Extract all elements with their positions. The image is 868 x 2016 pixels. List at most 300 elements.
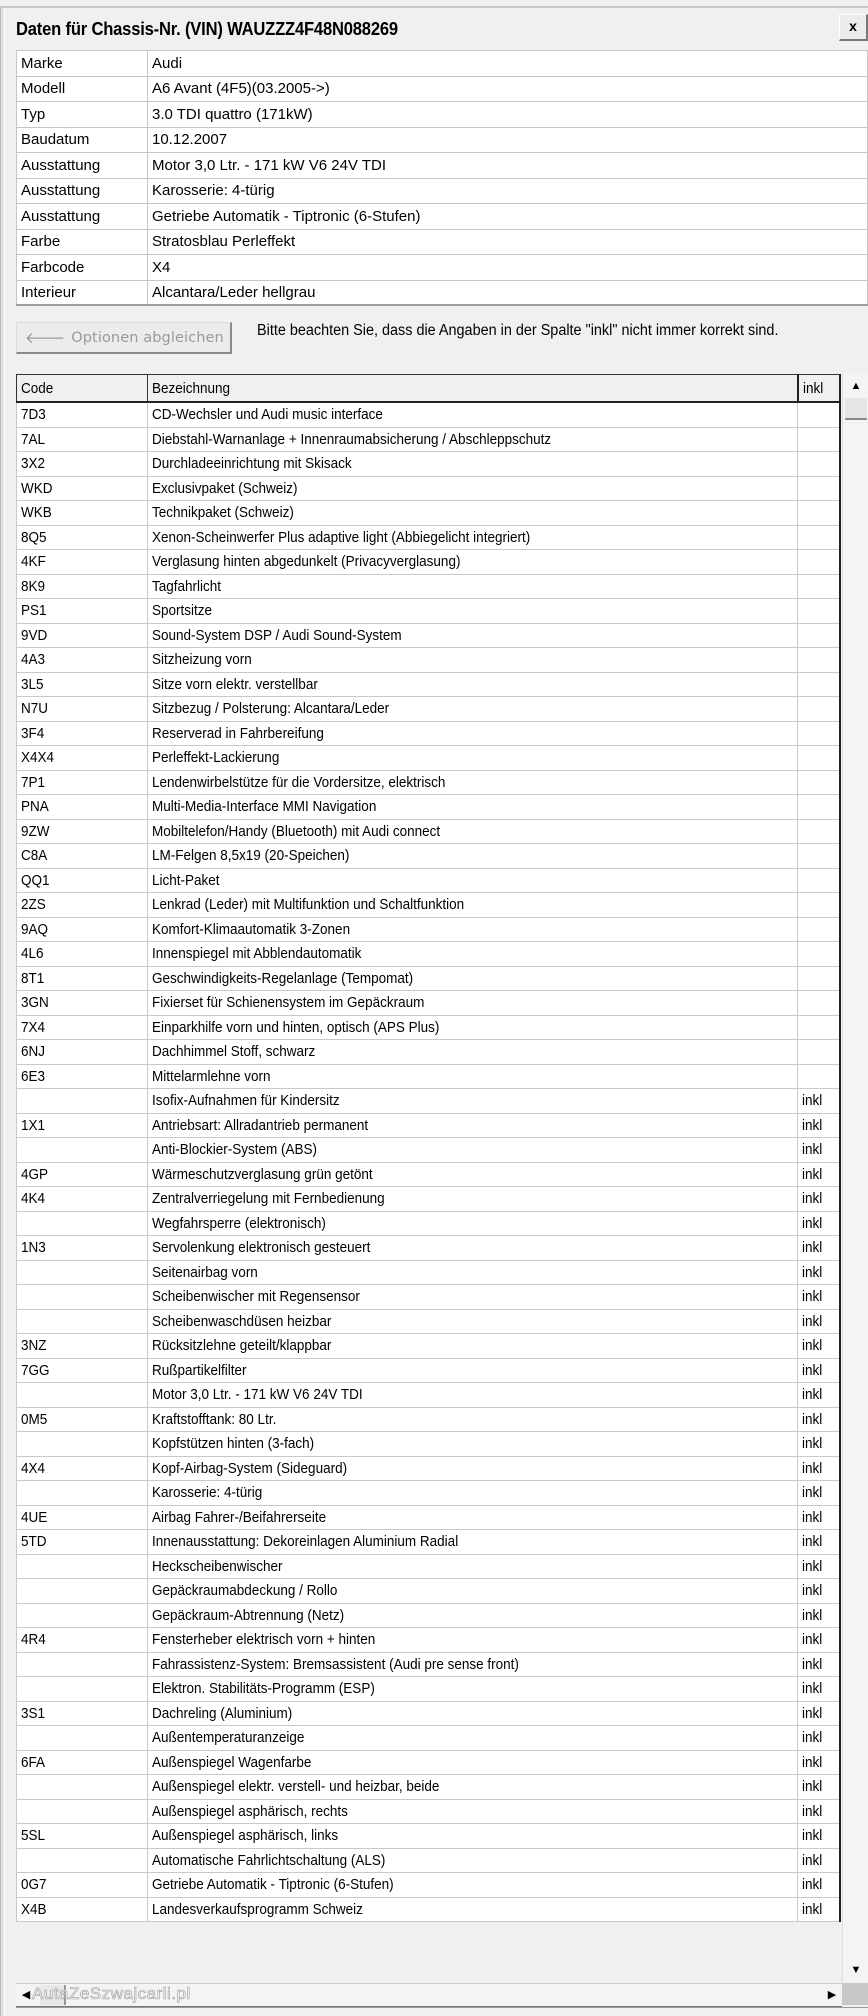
option-inkl-flag-text: inkl (802, 1655, 823, 1673)
vehicle-info-row (17, 229, 868, 255)
option-code-text: 6NJ (21, 1043, 46, 1061)
option-row[interactable] (17, 599, 841, 624)
option-description-text: Airbag Fahrer-/Beifahrerseite (152, 1508, 327, 1526)
window-frame-left (0, 8, 5, 2016)
scroll-up-button[interactable] (845, 376, 867, 396)
inkl-disclaimer-note: Bitte beachten Sie, dass die Angaben in der Spalte "inkl" nicht immer korrekt sind. (257, 322, 779, 339)
option-inkl-flag-text: inkl (802, 1851, 823, 1869)
option-code-text: 5SL (21, 1827, 46, 1845)
vehicle-info-value: Audi (148, 51, 868, 77)
option-inkl-flag (798, 525, 840, 550)
option-description (148, 1334, 798, 1359)
option-row[interactable] (17, 476, 841, 501)
option-row[interactable] (17, 1089, 841, 1114)
option-code-text: 8Q5 (21, 528, 47, 546)
option-row[interactable] (17, 1334, 841, 1359)
option-description (148, 966, 798, 991)
option-inkl-flag (798, 721, 840, 746)
option-row[interactable] (17, 1113, 841, 1138)
option-row[interactable] (17, 1505, 841, 1530)
option-inkl-flag-text: inkl (802, 1361, 823, 1379)
option-code-text: 4K4 (21, 1190, 46, 1208)
option-inkl-flag-text: inkl (802, 1092, 823, 1110)
option-description-text: Perleffekt-Lackierung (152, 749, 280, 767)
option-code (17, 1628, 148, 1653)
option-code-text: 7X4 (21, 1018, 46, 1036)
option-description-text: Antriebsart: Allradantrieb permanent (152, 1116, 369, 1134)
option-inkl-flag (798, 550, 840, 575)
option-inkl-flag (798, 1236, 840, 1261)
option-row[interactable] (17, 1848, 841, 1873)
vehicle-info-value: X4 (148, 255, 868, 281)
column-header-inkl[interactable]: inkl (798, 375, 840, 403)
option-description-text: Tagfahrlicht (152, 577, 222, 595)
option-description-text: Sitze vorn elektr. verstellbar (152, 675, 318, 693)
option-inkl-flag (798, 1089, 840, 1114)
option-row[interactable] (17, 427, 841, 452)
option-row[interactable] (17, 1211, 841, 1236)
option-row[interactable] (17, 1456, 841, 1481)
option-code (17, 648, 148, 673)
option-code-text: 7D3 (21, 406, 46, 424)
option-inkl-flag-text: inkl (802, 1410, 823, 1428)
option-inkl-flag-text: inkl (802, 1263, 823, 1281)
option-row[interactable] (17, 550, 841, 575)
option-code (17, 476, 148, 501)
option-description-text: Fixierset für Schienensystem im Gepäckraum (152, 994, 425, 1012)
column-header-code[interactable]: Code (17, 375, 148, 403)
option-inkl-flag-text: inkl (802, 1876, 823, 1894)
option-code (17, 623, 148, 648)
option-code (17, 1089, 148, 1114)
option-inkl-flag-text: inkl (802, 1778, 823, 1796)
option-inkl-flag (798, 942, 840, 967)
option-description (148, 1260, 798, 1285)
vehicle-info-row (17, 51, 868, 77)
option-row[interactable] (17, 1187, 841, 1212)
option-description (148, 1750, 798, 1775)
option-description-text: Rücksitzlehne geteilt/klappbar (152, 1337, 332, 1355)
option-code-text: N7U (21, 700, 49, 718)
option-code-text: 3NZ (21, 1337, 47, 1355)
option-code (17, 1285, 148, 1310)
option-inkl-flag (798, 1775, 840, 1800)
option-code-text: C8A (21, 847, 48, 865)
option-description-text: Automatische Fahrlichtschaltung (ALS) (152, 1851, 386, 1869)
option-description-text: Außenspiegel Wagenfarbe (152, 1753, 312, 1771)
window-bottom-edge (16, 2007, 868, 2008)
option-row[interactable] (17, 721, 841, 746)
option-row[interactable] (17, 1432, 841, 1457)
option-code (17, 525, 148, 550)
option-code (17, 402, 148, 427)
option-code-text: 3L5 (21, 675, 44, 693)
scroll-down-button[interactable] (845, 1960, 867, 1980)
option-row[interactable] (17, 893, 841, 918)
option-row[interactable] (17, 1407, 841, 1432)
option-inkl-flag (798, 1873, 840, 1898)
option-description (148, 1824, 798, 1849)
option-code (17, 844, 148, 869)
option-description (148, 1383, 798, 1408)
option-description-text: Sound-System DSP / Audi Sound-System (152, 626, 402, 644)
option-inkl-flag-text: inkl (802, 1165, 823, 1183)
option-row[interactable] (17, 1138, 841, 1163)
vehicle-info-value: A6 Avant (4F5)(03.2005->) (148, 76, 868, 102)
option-code-text: 7AL (21, 430, 46, 448)
option-code (17, 991, 148, 1016)
arrow-left-icon: 🡐 (25, 329, 66, 347)
option-description-text: CD-Wechsler und Audi music interface (152, 406, 384, 424)
option-inkl-flag-text: inkl (802, 1533, 823, 1551)
vehicle-info-label: Ausstattung (17, 178, 148, 204)
option-description (148, 1407, 798, 1432)
option-row[interactable] (17, 1285, 841, 1310)
option-description-text: Kraftstofftank: 80 Ltr. (152, 1410, 277, 1428)
option-row[interactable] (17, 1873, 841, 1898)
option-inkl-flag-text: inkl (802, 1827, 823, 1845)
option-inkl-flag (798, 1040, 840, 1065)
option-inkl-flag (798, 1628, 840, 1653)
option-code-text: 1X1 (21, 1116, 46, 1134)
option-inkl-flag (798, 1383, 840, 1408)
option-code (17, 1603, 148, 1628)
option-code (17, 1358, 148, 1383)
option-row[interactable] (17, 1040, 841, 1065)
option-description-text: Innenausstattung: Dekoreinlagen Aluminium Radial (152, 1533, 459, 1551)
option-description (148, 427, 798, 452)
arrow-up-icon: ▲ (850, 380, 862, 392)
option-description-text: Außentemperaturanzeige (152, 1729, 305, 1747)
option-description-text: Außenspiegel elektr. verstell- und heizbar, beide (152, 1778, 440, 1796)
option-row[interactable] (17, 942, 841, 967)
option-description-text: Sitzheizung vorn (152, 651, 252, 669)
option-inkl-flag (798, 1897, 840, 1922)
option-inkl-flag-text: inkl (802, 1312, 823, 1330)
option-description-text: Lenkrad (Leder) mit Multifunktion und Schaltfunktion (152, 896, 465, 914)
option-inkl-flag (798, 476, 840, 501)
option-row[interactable] (17, 623, 841, 648)
option-inkl-flag (798, 427, 840, 452)
option-row[interactable] (17, 868, 841, 893)
option-code-text: 4UE (21, 1508, 48, 1526)
option-row[interactable] (17, 819, 841, 844)
option-inkl-flag (798, 402, 840, 427)
option-description-text: Seitenairbag vorn (152, 1263, 258, 1281)
option-description (148, 819, 798, 844)
option-description (148, 1873, 798, 1898)
option-description (148, 1187, 798, 1212)
option-description-text: Innenspiegel mit Abblendautomatik (152, 945, 362, 963)
vehicle-info-value: Motor 3,0 Ltr. - 171 kW V6 24V TDI (148, 153, 868, 179)
vehicle-info-label: Interieur (17, 280, 148, 306)
option-inkl-flag-text: inkl (802, 1631, 823, 1649)
option-code (17, 1873, 148, 1898)
option-description (148, 1579, 798, 1604)
option-description-text: Verglasung hinten abgedunkelt (Privacyverglasung) (152, 553, 461, 571)
option-row[interactable] (17, 1726, 841, 1751)
option-code (17, 1211, 148, 1236)
option-code-text: 3F4 (21, 724, 45, 742)
vehicle-info-row (17, 127, 868, 153)
option-description-text: Sportsitze (152, 602, 213, 620)
option-description (148, 1309, 798, 1334)
option-code-text: 4R4 (21, 1631, 46, 1649)
compare-options-button[interactable] (16, 322, 232, 354)
option-description-text: Kopf-Airbag-System (Sideguard) (152, 1459, 348, 1477)
option-code-text: 8K9 (21, 577, 46, 595)
option-row[interactable] (17, 1481, 841, 1506)
option-row[interactable] (17, 1897, 841, 1922)
arrow-right-small-icon: ▶ (827, 1989, 837, 2001)
option-row[interactable] (17, 1260, 841, 1285)
option-row[interactable] (17, 648, 841, 673)
option-description (148, 1358, 798, 1383)
option-row[interactable] (17, 1677, 841, 1702)
close-button[interactable] (839, 14, 868, 41)
option-description (148, 917, 798, 942)
option-code (17, 1138, 148, 1163)
option-description-text: Getriebe Automatik - Tiptronic (6-Stufen) (152, 1876, 394, 1894)
option-description-text: Einparkhilfe vorn und hinten, optisch (APS Plus) (152, 1018, 440, 1036)
option-description (148, 1701, 798, 1726)
option-code (17, 1750, 148, 1775)
option-code (17, 672, 148, 697)
option-description-text: Anti-Blockier-System (ABS) (152, 1141, 318, 1159)
option-code (17, 1897, 148, 1922)
option-description (148, 1432, 798, 1457)
option-code (17, 452, 148, 477)
option-inkl-flag (798, 1285, 840, 1310)
vehicle-info-label: Modell (17, 76, 148, 102)
option-row[interactable] (17, 1530, 841, 1555)
option-description (148, 1138, 798, 1163)
option-description (148, 1603, 798, 1628)
info-table-divider (16, 304, 868, 306)
option-row[interactable] (17, 1162, 841, 1187)
option-description-text: Dachreling (Aluminium) (152, 1704, 293, 1722)
option-inkl-flag (798, 1211, 840, 1236)
option-row[interactable] (17, 1652, 841, 1677)
option-code (17, 501, 148, 526)
option-inkl-flag (798, 1113, 840, 1138)
option-row[interactable] (17, 844, 841, 869)
option-code-text: 9AQ (21, 920, 49, 938)
vehicle-info-row (17, 280, 868, 306)
option-row[interactable] (17, 525, 841, 550)
option-inkl-flag (798, 844, 840, 869)
column-header-bezeichnung[interactable]: Bezeichnung (148, 375, 798, 403)
option-inkl-flag-text: inkl (802, 1484, 823, 1502)
scroll-right-button[interactable] (822, 1984, 842, 2006)
option-inkl-flag-text: inkl (802, 1704, 823, 1722)
option-code (17, 770, 148, 795)
option-description (148, 746, 798, 771)
option-row[interactable] (17, 966, 841, 991)
option-inkl-flag (798, 795, 840, 820)
option-description (148, 844, 798, 869)
option-description (148, 1015, 798, 1040)
close-icon: x (849, 18, 857, 34)
option-description (148, 1799, 798, 1824)
option-code-text: WKB (21, 504, 52, 522)
option-row[interactable] (17, 1701, 841, 1726)
option-row[interactable] (17, 1824, 841, 1849)
option-description-text: Isofix-Aufnahmen für Kindersitz (152, 1092, 340, 1110)
option-description (148, 550, 798, 575)
option-row[interactable] (17, 1064, 841, 1089)
option-row[interactable] (17, 1579, 841, 1604)
vertical-scrollbar[interactable] (842, 374, 868, 1982)
option-code (17, 1726, 148, 1751)
option-description (148, 1530, 798, 1555)
option-inkl-flag-text: inkl (802, 1753, 823, 1771)
vehicle-info-label: Farbe (17, 229, 148, 255)
option-description (148, 1162, 798, 1187)
option-code (17, 966, 148, 991)
option-row[interactable] (17, 402, 841, 427)
option-inkl-flag-text: inkl (802, 1288, 823, 1306)
option-code-text: 0G7 (21, 1876, 47, 1894)
option-inkl-flag-text: inkl (802, 1582, 823, 1600)
option-description-text: Exclusivpaket (Schweiz) (152, 479, 298, 497)
option-description-text: Gepäckraumabdeckung / Rollo (152, 1582, 338, 1600)
option-code (17, 1775, 148, 1800)
option-code (17, 1334, 148, 1359)
option-code-text: 3X2 (21, 455, 46, 473)
option-code (17, 550, 148, 575)
option-code-text: 4X4 (21, 1459, 46, 1477)
option-row[interactable] (17, 697, 841, 722)
vehicle-info-label: Ausstattung (17, 153, 148, 179)
option-inkl-flag (798, 1579, 840, 1604)
option-inkl-flag (798, 991, 840, 1016)
option-description (148, 770, 798, 795)
option-description-text: Scheibenwischer mit Regensensor (152, 1288, 361, 1306)
option-inkl-flag (798, 1309, 840, 1334)
option-inkl-flag (798, 1260, 840, 1285)
option-row[interactable] (17, 917, 841, 942)
options-table-header (17, 375, 841, 403)
option-description (148, 525, 798, 550)
option-row[interactable] (17, 1799, 841, 1824)
option-description-text: Scheibenwaschdüsen heizbar (152, 1312, 332, 1330)
option-inkl-flag-text: inkl (802, 1802, 823, 1820)
option-description-text: Landesverkaufsprogramm Schweiz (152, 1900, 364, 1918)
option-code-text: 9ZW (21, 822, 50, 840)
option-row[interactable] (17, 574, 841, 599)
vertical-scroll-thumb[interactable] (845, 398, 867, 420)
option-code (17, 1113, 148, 1138)
option-row[interactable] (17, 991, 841, 1016)
option-row[interactable] (17, 1554, 841, 1579)
option-inkl-flag (798, 1432, 840, 1457)
option-description (148, 1652, 798, 1677)
option-row[interactable] (17, 1603, 841, 1628)
option-inkl-flag (798, 1652, 840, 1677)
option-row[interactable] (17, 452, 841, 477)
option-inkl-flag-text: inkl (802, 1729, 823, 1747)
option-code-text: 6E3 (21, 1067, 46, 1085)
option-inkl-flag (798, 1334, 840, 1359)
option-code (17, 1799, 148, 1824)
option-row[interactable] (17, 1236, 841, 1261)
option-row[interactable] (17, 672, 841, 697)
option-description (148, 452, 798, 477)
option-row[interactable] (17, 1309, 841, 1334)
option-code (17, 1505, 148, 1530)
option-code (17, 893, 148, 918)
option-description (148, 893, 798, 918)
vehicle-info-row (17, 102, 868, 128)
option-code (17, 1064, 148, 1089)
option-code (17, 1162, 148, 1187)
option-code (17, 1824, 148, 1849)
option-row[interactable] (17, 1775, 841, 1800)
option-description (148, 942, 798, 967)
option-code (17, 1652, 148, 1677)
option-inkl-flag (798, 1726, 840, 1751)
option-description (148, 1113, 798, 1138)
option-code-text: 4L6 (21, 945, 44, 963)
option-code (17, 1579, 148, 1604)
option-row[interactable] (17, 501, 841, 526)
option-inkl-flag (798, 1162, 840, 1187)
option-description (148, 501, 798, 526)
option-description-text: Lendenwirbelstütze für die Vordersitze, elektrisch (152, 773, 446, 791)
option-description-text: LM-Felgen 8,5x19 (20-Speichen) (152, 847, 350, 865)
option-description-text: Diebstahl-Warnanlage + Innenraumabsicherung / Abschleppschutz (152, 430, 552, 448)
option-code (17, 819, 148, 844)
option-code (17, 1701, 148, 1726)
option-row[interactable] (17, 1383, 841, 1408)
option-inkl-flag (798, 1603, 840, 1628)
option-row[interactable] (17, 746, 841, 771)
option-inkl-flag-text: inkl (802, 1386, 823, 1404)
option-row[interactable] (17, 1015, 841, 1040)
option-row[interactable] (17, 770, 841, 795)
option-description (148, 1064, 798, 1089)
option-row[interactable] (17, 1358, 841, 1383)
vehicle-info-value: Karosserie: 4-türig (148, 178, 868, 204)
option-code (17, 746, 148, 771)
scrollbar-corner (842, 1983, 868, 2005)
option-description (148, 1285, 798, 1310)
option-inkl-flag (798, 1407, 840, 1432)
option-inkl-flag (798, 966, 840, 991)
option-inkl-flag-text: inkl (802, 1557, 823, 1575)
option-row[interactable] (17, 1628, 841, 1653)
option-inkl-flag-text: inkl (802, 1239, 823, 1257)
option-inkl-flag (798, 1015, 840, 1040)
option-code (17, 1383, 148, 1408)
option-description (148, 697, 798, 722)
option-row[interactable] (17, 795, 841, 820)
option-inkl-flag (798, 1750, 840, 1775)
option-inkl-flag (798, 1138, 840, 1163)
option-description-text: Sitzbezug / Polsterung: Alcantara/Leder (152, 700, 390, 718)
option-description (148, 1775, 798, 1800)
vehicle-info-value: Alcantara/Leder hellgrau (148, 280, 868, 306)
option-row[interactable] (17, 1750, 841, 1775)
option-description-text: Licht-Paket (152, 871, 220, 889)
option-inkl-flag (798, 1554, 840, 1579)
arrow-left-small-icon: ◀ (21, 1989, 31, 2001)
option-description (148, 476, 798, 501)
option-description (148, 1628, 798, 1653)
option-inkl-flag-text: inkl (802, 1435, 823, 1453)
option-code-text: PNA (21, 798, 49, 816)
